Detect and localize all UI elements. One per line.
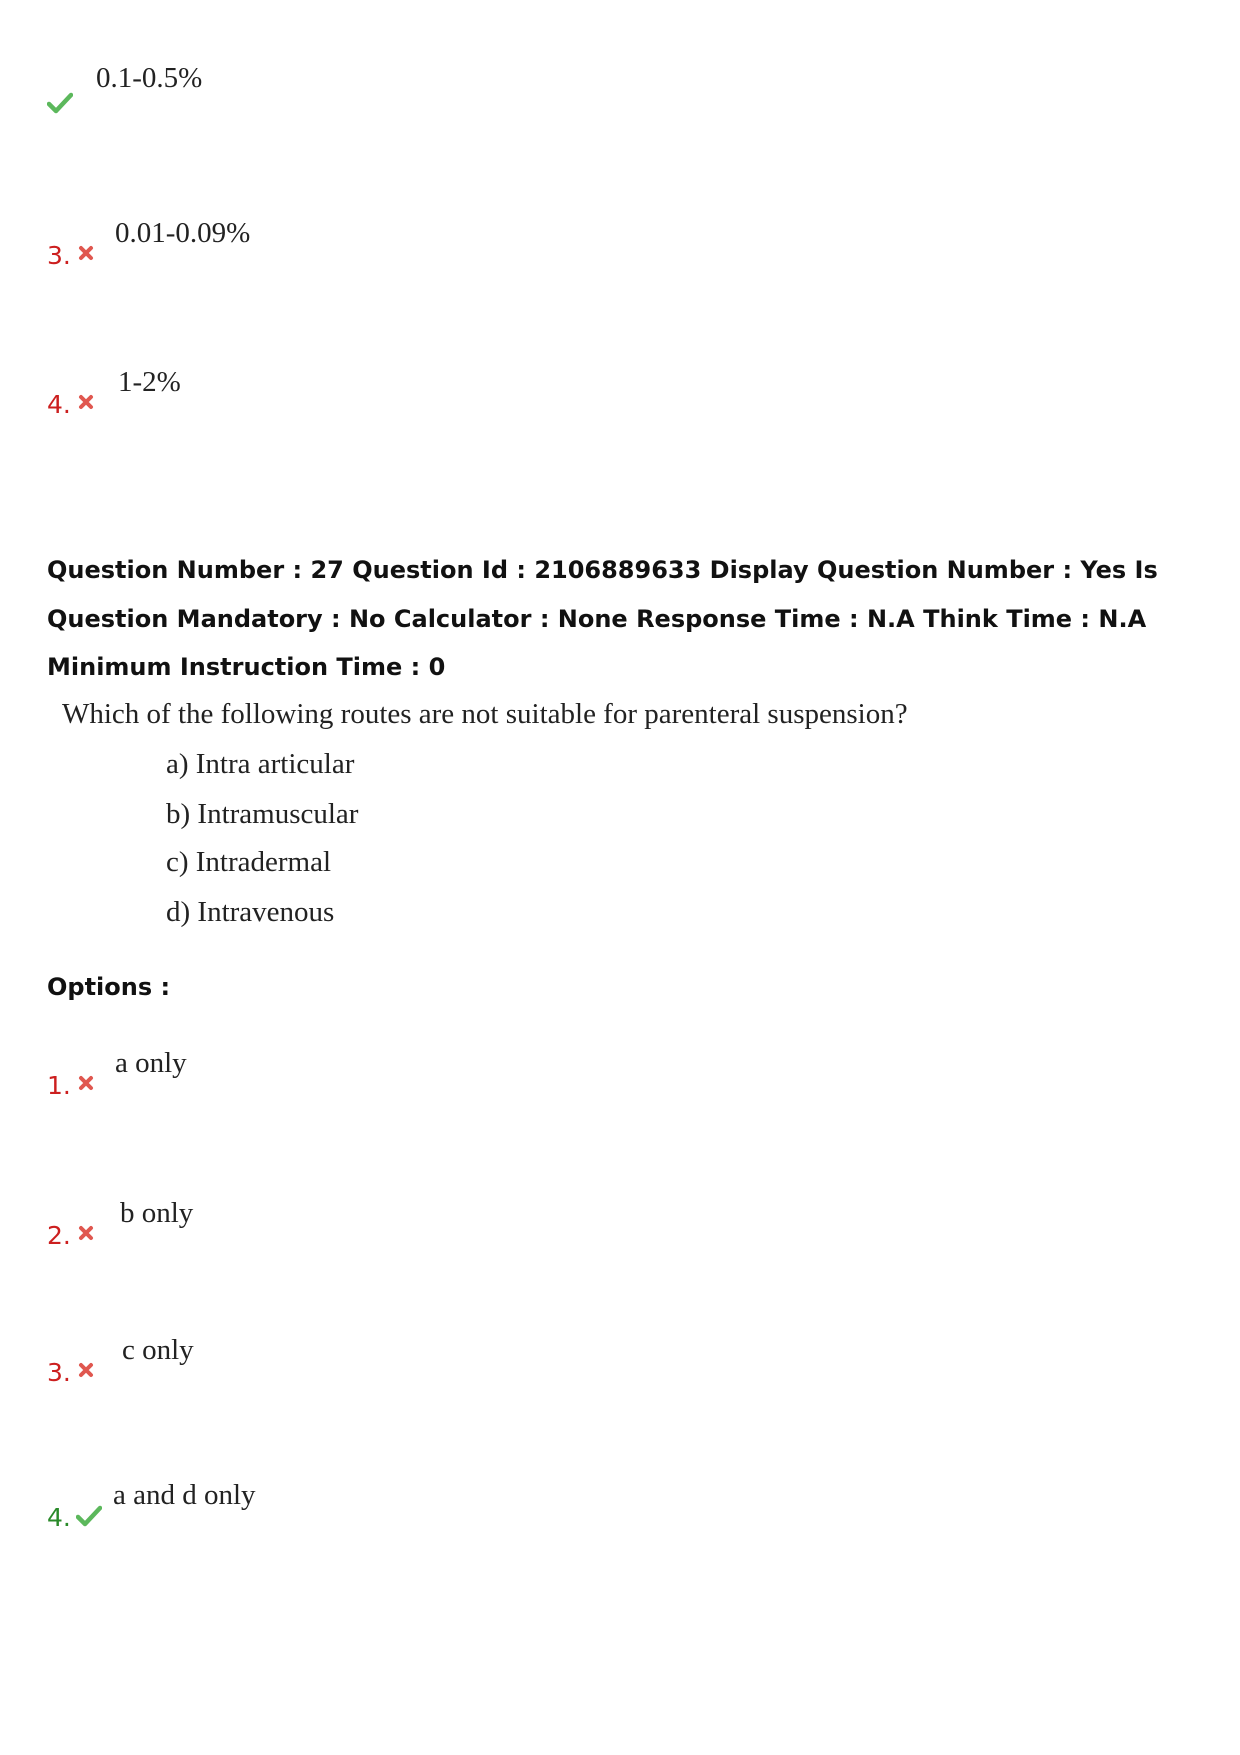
option-text: b only: [120, 1197, 194, 1229]
option-number: 3.: [47, 1358, 71, 1387]
option-number: 4.: [47, 1503, 71, 1532]
option-number: 2.: [47, 1221, 71, 1250]
option-number: 4.: [47, 390, 71, 419]
question-sub-item: a) Intra articular: [166, 748, 355, 780]
option-number: 1.: [47, 1071, 71, 1100]
cross-icon: [78, 1362, 94, 1382]
cross-icon: [78, 394, 94, 414]
option-number: 3.: [47, 241, 71, 270]
cross-icon: [78, 1225, 94, 1245]
option-text: 0.1-0.5%: [96, 62, 203, 94]
option-text: a only: [115, 1047, 187, 1079]
option-text: 0.01-0.09%: [115, 217, 251, 249]
question-sub-item: c) Intradermal: [166, 846, 332, 878]
options-label: Options :: [47, 973, 171, 1001]
question-sub-item: b) Intramuscular: [166, 798, 359, 830]
cross-icon: [78, 1075, 94, 1095]
option-text: 1-2%: [118, 366, 181, 398]
cross-icon: [78, 245, 94, 265]
question-text: Which of the following routes are not suitable for parenteral suspension?: [62, 698, 908, 730]
option-text: c only: [122, 1334, 194, 1366]
check-icon: [47, 92, 73, 118]
check-icon: [76, 1505, 102, 1531]
question-sub-item: d) Intravenous: [166, 896, 335, 928]
option-text: a and d only: [113, 1479, 256, 1511]
question-meta: Question Number : 27 Question Id : 2106889633 Display Question Number : Yes Is Question Mandatory : No Calculator : None Response Time : N.A Think Time : N.A Minimum Instruction Time : 0: [47, 556, 1158, 681]
